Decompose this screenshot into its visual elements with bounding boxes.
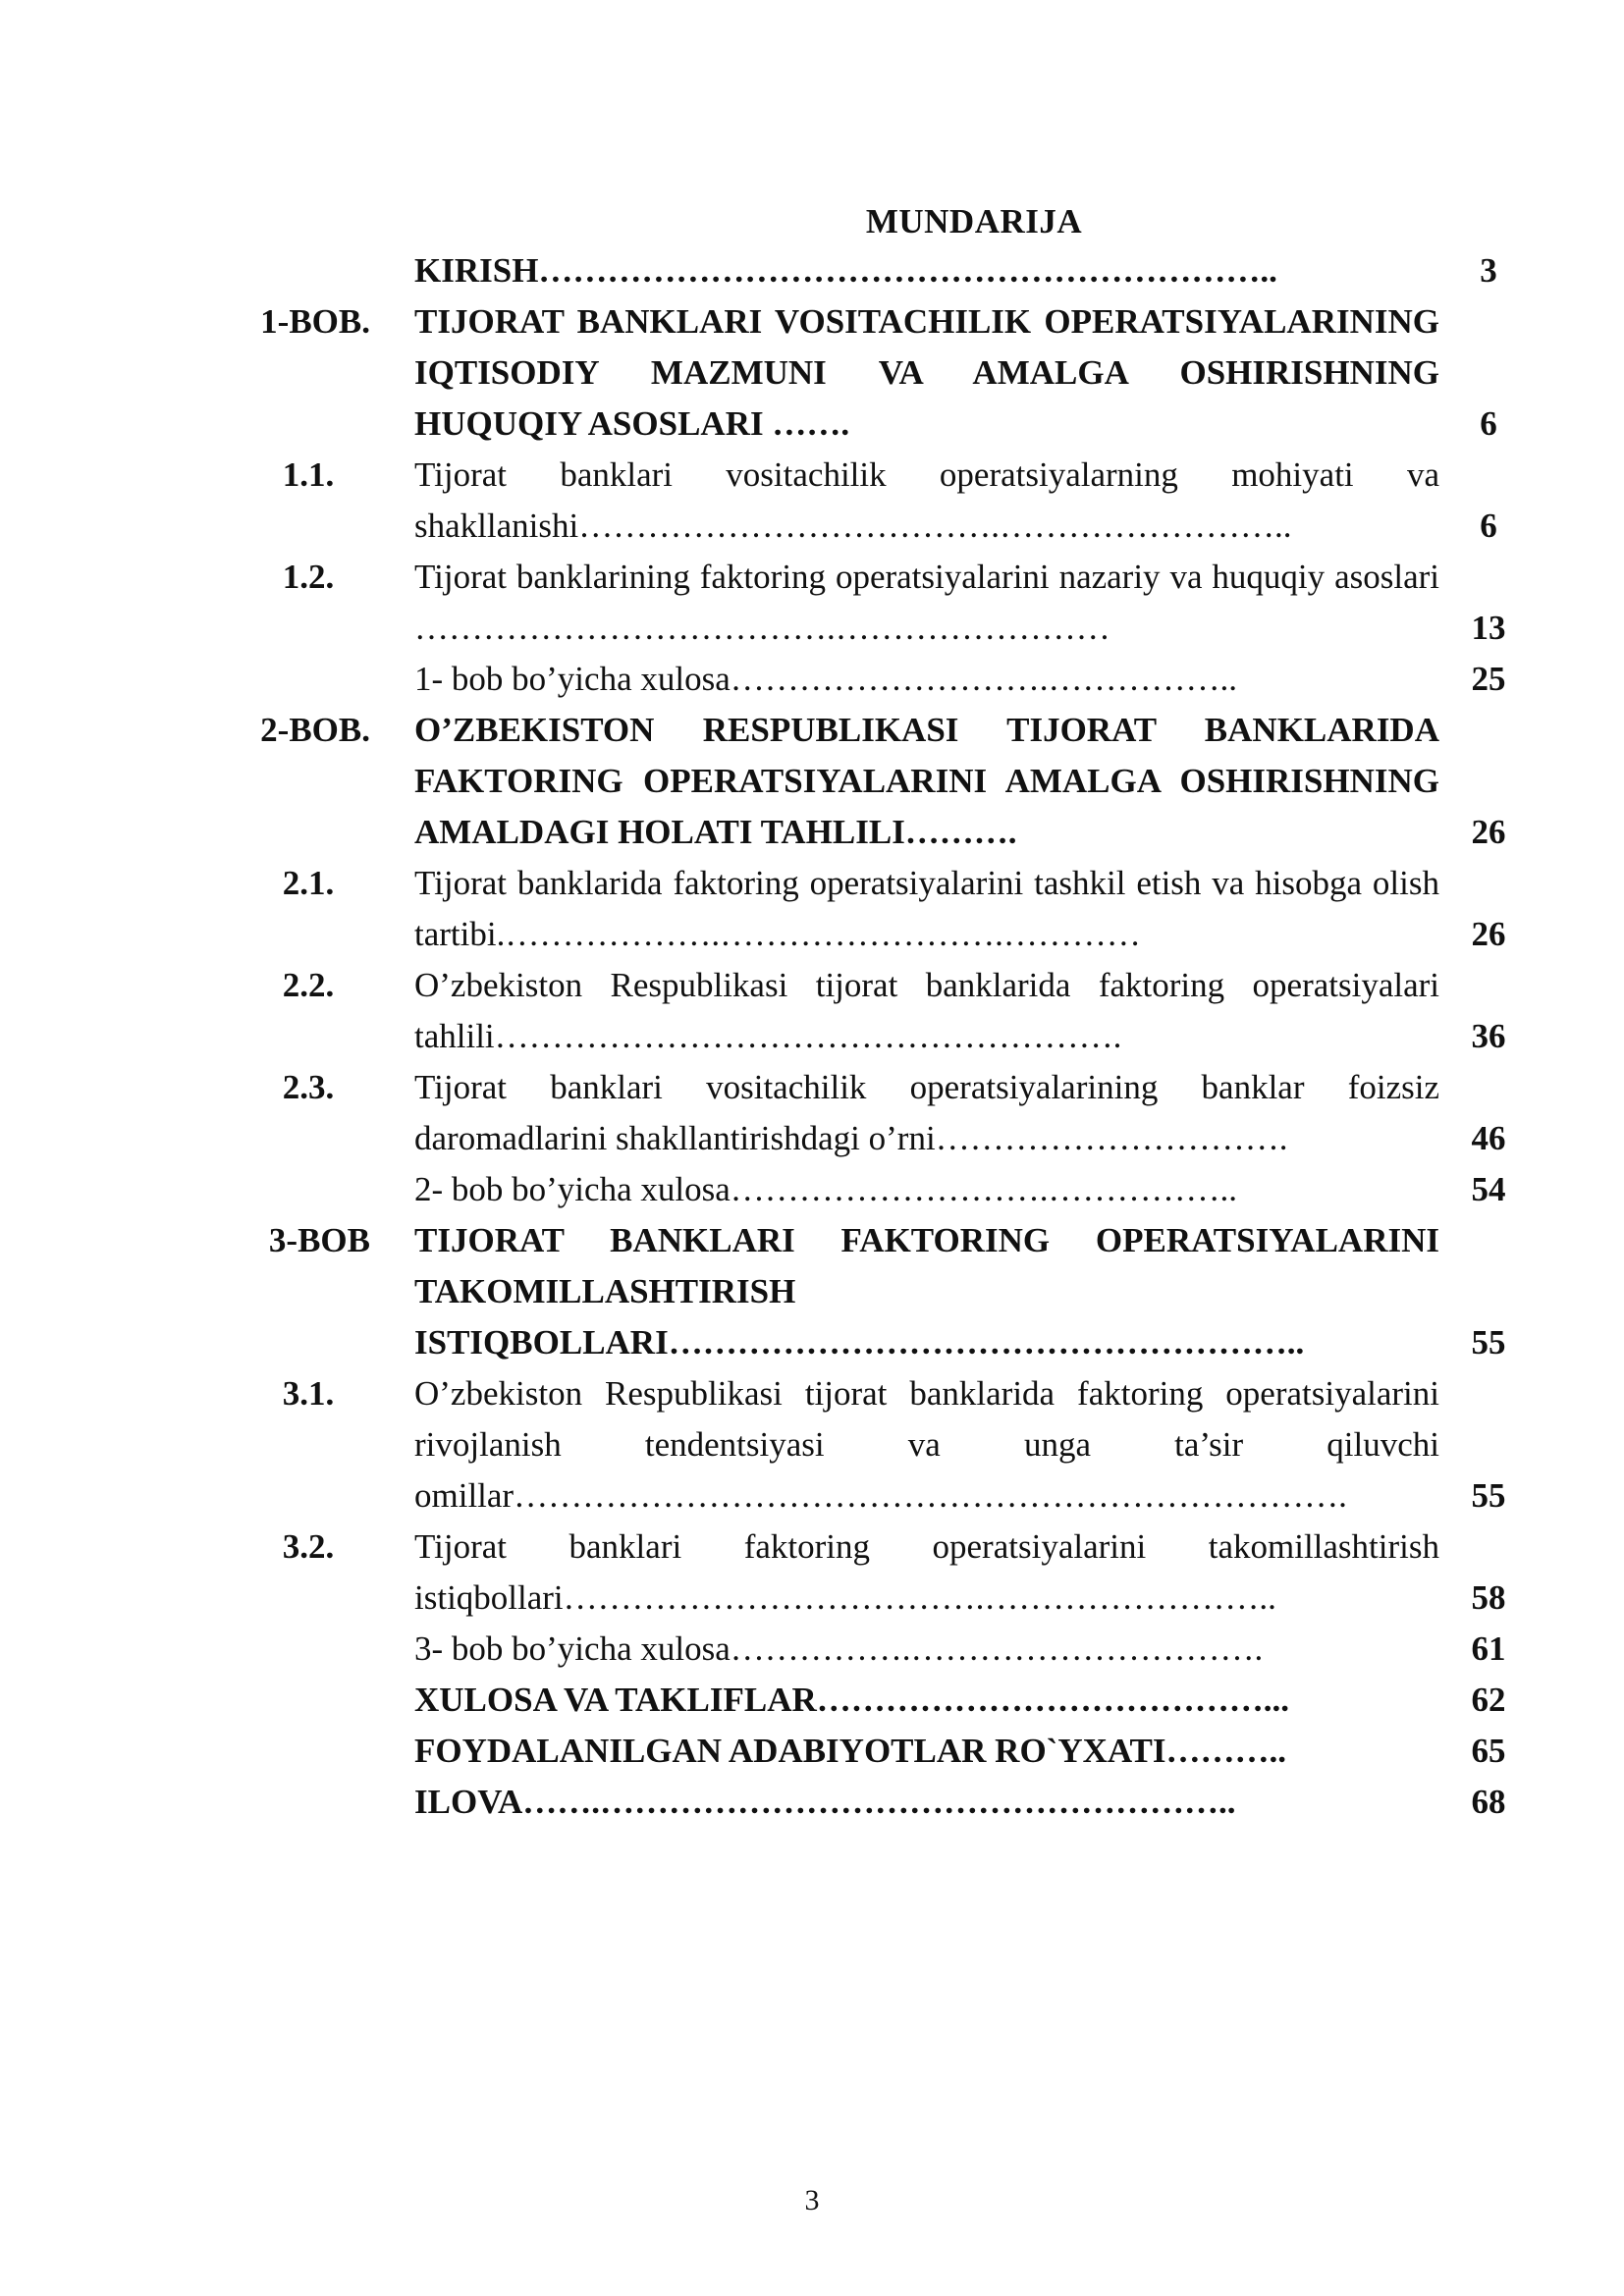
toc-entry-page: 26: [1471, 915, 1506, 953]
toc-entry-text: 3- bob bo’yicha xulosa…………….………………………….: [414, 1629, 1264, 1668]
table-of-contents: [0, 245, 1624, 1828]
toc-entry-number: 1.1.: [282, 455, 335, 494]
toc-entry-chapter-2[interactable]: [0, 705, 1624, 858]
toc-entry-page: 55: [1471, 1323, 1506, 1362]
page-number: 3: [804, 2184, 820, 2216]
toc-entry-number: 2.1.: [282, 864, 335, 902]
toc-title: MUNDARIJA: [865, 202, 1083, 240]
toc-entry-text: O’ZBEKISTON RESPUBLIKASI TIJORAT BANKLARIDA FAKTORING OPERATSIYALARINI AMALGA OSHIRISHNING AMALDAGI HOLATI TAHLILI……….: [414, 711, 1439, 851]
toc-entry-page: 58: [1471, 1578, 1506, 1617]
toc-entry-page: 25: [1471, 660, 1506, 698]
toc-entry-conclusions-proposals[interactable]: [0, 1675, 1624, 1726]
toc-entry-page: 46: [1471, 1119, 1506, 1157]
toc-entry-number: 2.2.: [282, 966, 335, 1004]
toc-entry-page: 36: [1471, 1017, 1506, 1055]
toc-entry-page: 68: [1471, 1783, 1506, 1821]
toc-entry-text: Tijorat banklari vositachilik operatsiyalarning mohiyati va shakllanishi……………………………….……………………..: [414, 455, 1439, 545]
toc-entry-number: 1.2.: [282, 558, 335, 596]
toc-entry-references[interactable]: [0, 1726, 1624, 1777]
toc-entry-text: TIJORAT BANKLARI FAKTORING OPERATSIYALARINI TAKOMILLASHTIRISH ISTIQBOLLARI………………………………………………..: [414, 1221, 1439, 1362]
toc-entry-text: Tijorat banklarida faktoring operatsiyalarini tashkil etish va hisobga olish tartibi.……………….…………………….…………: [414, 864, 1439, 953]
toc-entry-appendix[interactable]: [0, 1777, 1624, 1828]
toc-entry-text: Tijorat banklarining faktoring operatsiyalarini nazariy va huquqiy asoslari ……………………………….……………………: [414, 558, 1439, 647]
toc-entry-text: XULOSA VA TAKLIFLAR…………………………………...: [414, 1681, 1290, 1719]
toc-entry-text: KIRISH………………………………………………………..: [414, 251, 1277, 290]
toc-entry-text: Tijorat banklari vositachilik operatsiyalarining banklar foizsiz daromadlarini shakllantirishdagi o’rni………………………….: [414, 1068, 1439, 1157]
toc-entry-section-2-2[interactable]: [0, 960, 1624, 1062]
toc-entry-page: 62: [1471, 1681, 1506, 1719]
toc-entry-number: 1-BOB.: [260, 302, 370, 341]
toc-entry-page: 3: [1480, 251, 1497, 290]
toc-entry-kirish[interactable]: [0, 245, 1624, 296]
toc-entry-number: 3.2.: [282, 1527, 335, 1566]
toc-entry-text: TIJORAT BANKLARI VOSITACHILIK OPERATSIYALARINING IQTISODIY MAZMUNI VA AMALGA OSHIRISHNING HUQUQIY ASOSLARI …….: [414, 302, 1439, 443]
toc-entry-chapter-1[interactable]: [0, 296, 1624, 450]
toc-entry-text: Tijorat banklari faktoring operatsiyalarini takomillashtirish istiqbollari……………………………….……………………..: [414, 1527, 1439, 1617]
toc-entry-section-3-1[interactable]: [0, 1368, 1624, 1522]
toc-entry-page: 13: [1471, 609, 1506, 647]
toc-entry-conclusion-3[interactable]: [0, 1624, 1624, 1675]
toc-entry-text: O’zbekiston Respublikasi tijorat banklarida faktoring operatsiyalari tahlili……………………………………………….: [414, 966, 1439, 1055]
toc-entry-page: 6: [1480, 507, 1497, 545]
toc-entry-conclusion-2[interactable]: [0, 1164, 1624, 1215]
toc-entry-conclusion-1[interactable]: [0, 654, 1624, 705]
toc-entry-text: FOYDALANILGAN ADABIYOTLAR RO`YXATI………..: [414, 1732, 1287, 1770]
toc-entry-text: 2- bob bo’yicha xulosa……………………….……………..: [414, 1170, 1237, 1208]
toc-entry-section-3-2[interactable]: [0, 1522, 1624, 1624]
toc-entry-number: 3.1.: [282, 1374, 335, 1413]
toc-entry-page: 65: [1471, 1732, 1506, 1770]
toc-entry-section-2-3[interactable]: [0, 1062, 1624, 1164]
toc-entry-chapter-3[interactable]: [0, 1215, 1624, 1368]
toc-entry-page: 6: [1480, 404, 1497, 443]
toc-entry-number: 2-BOB.: [260, 711, 370, 749]
toc-entry-page: 26: [1471, 813, 1506, 851]
toc-entry-page: 55: [1471, 1476, 1506, 1515]
toc-entry-section-1-1[interactable]: [0, 450, 1624, 552]
toc-entry-text: 1- bob bo’yicha xulosa……………………….……………..: [414, 660, 1237, 698]
toc-entry-section-1-2[interactable]: [0, 552, 1624, 654]
toc-entry-number: 2.3.: [282, 1068, 335, 1106]
toc-entry-text: ILOVA…….………………………………………………..: [414, 1783, 1236, 1821]
toc-entry-number: 3-BOB: [268, 1221, 370, 1259]
toc-entry-page: 61: [1471, 1629, 1506, 1668]
toc-entry-text: O’zbekiston Respublikasi tijorat banklarida faktoring operatsiyalarini rivojlanish tendentsiyasi va unga ta’sir qiluvchi omillar……………………………………………………………….: [414, 1374, 1439, 1515]
toc-entry-section-2-1[interactable]: [0, 858, 1624, 960]
toc-entry-page: 54: [1471, 1170, 1506, 1208]
